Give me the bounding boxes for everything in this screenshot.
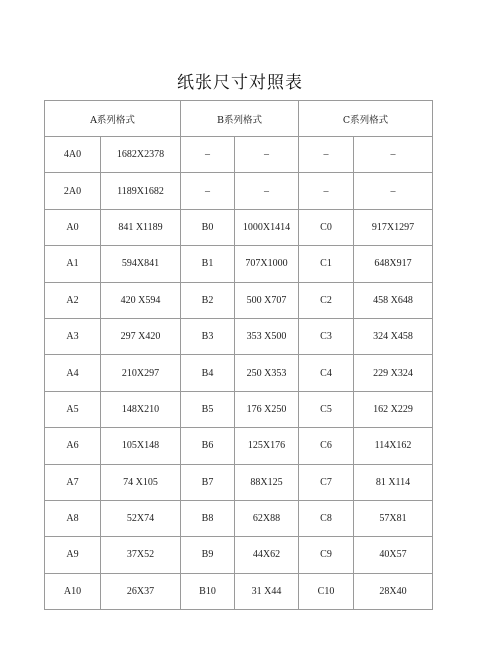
c-series-name-cell: C4 bbox=[299, 355, 354, 391]
b-series-size-cell: 176 X250 bbox=[235, 391, 299, 427]
c-series-name-cell: C6 bbox=[299, 428, 354, 464]
b-series-name-cell: B3 bbox=[181, 318, 235, 354]
b-series-name-cell: B2 bbox=[181, 282, 235, 318]
table-row bbox=[45, 173, 433, 209]
b-series-size-cell: 250 X353 bbox=[235, 355, 299, 391]
b-series-size-cell: – bbox=[235, 173, 299, 209]
b-series-size-cell: 31 X44 bbox=[235, 573, 299, 609]
c-series-size-cell: – bbox=[354, 173, 433, 209]
c-series-size-cell: 57X81 bbox=[354, 500, 433, 536]
table-row bbox=[45, 137, 433, 173]
c-series-size-cell: 114X162 bbox=[354, 428, 433, 464]
c-series-size-cell: 229 X324 bbox=[354, 355, 433, 391]
a-series-size-cell: 105X148 bbox=[101, 428, 181, 464]
a-series-name-cell: A3 bbox=[45, 318, 101, 354]
a-series-size-cell: 37X52 bbox=[101, 537, 181, 573]
a-series-size-cell: 420 X594 bbox=[101, 282, 181, 318]
b-series-name-cell: B0 bbox=[181, 209, 235, 245]
a-series-size-cell: 1682X2378 bbox=[101, 137, 181, 173]
c-series-name-cell: C5 bbox=[299, 391, 354, 427]
b-series-name-cell: B10 bbox=[181, 573, 235, 609]
b-series-name-cell: B6 bbox=[181, 428, 235, 464]
b-series-size-cell: 44X62 bbox=[235, 537, 299, 573]
paper-size-table bbox=[44, 100, 433, 610]
c-series-size-cell: 458 X648 bbox=[354, 282, 433, 318]
b-series-size-cell: 500 X707 bbox=[235, 282, 299, 318]
b-series-name-cell: B4 bbox=[181, 355, 235, 391]
b-series-size-cell: 125X176 bbox=[235, 428, 299, 464]
b-series-name-cell: B8 bbox=[181, 500, 235, 536]
b-series-name-cell: B7 bbox=[181, 464, 235, 500]
a-series-size-cell: 297 X420 bbox=[101, 318, 181, 354]
table-row bbox=[45, 209, 433, 245]
c-series-name-cell: – bbox=[299, 137, 354, 173]
c-series-name-cell: C7 bbox=[299, 464, 354, 500]
header-a-series: A系列格式 bbox=[45, 101, 181, 137]
b-series-size-cell: 88X125 bbox=[235, 464, 299, 500]
a-series-size-cell: 148X210 bbox=[101, 391, 181, 427]
a-series-size-cell: 210X297 bbox=[101, 355, 181, 391]
a-series-name-cell: 4A0 bbox=[45, 137, 101, 173]
c-series-name-cell: – bbox=[299, 173, 354, 209]
a-series-size-cell: 26X37 bbox=[101, 573, 181, 609]
table-row bbox=[45, 318, 433, 354]
a-series-size-cell: 594X841 bbox=[101, 246, 181, 282]
header-b-series: B系列格式 bbox=[181, 101, 299, 137]
a-series-name-cell: A9 bbox=[45, 537, 101, 573]
c-series-size-cell: 28X40 bbox=[354, 573, 433, 609]
a-series-name-cell: A0 bbox=[45, 209, 101, 245]
b-series-name-cell: B5 bbox=[181, 391, 235, 427]
table-row bbox=[45, 282, 433, 318]
a-series-name-cell: A4 bbox=[45, 355, 101, 391]
c-series-size-cell: 81 X114 bbox=[354, 464, 433, 500]
table-row bbox=[45, 537, 433, 573]
table-body bbox=[45, 137, 433, 610]
a-series-name-cell: A6 bbox=[45, 428, 101, 464]
c-series-size-cell: 162 X229 bbox=[354, 391, 433, 427]
b-series-size-cell: 62X88 bbox=[235, 500, 299, 536]
table-row bbox=[45, 464, 433, 500]
b-series-size-cell: 707X1000 bbox=[235, 246, 299, 282]
b-series-name-cell: B9 bbox=[181, 537, 235, 573]
c-series-size-cell: 648X917 bbox=[354, 246, 433, 282]
table-row bbox=[45, 500, 433, 536]
c-series-name-cell: C2 bbox=[299, 282, 354, 318]
b-series-size-cell: 353 X500 bbox=[235, 318, 299, 354]
b-series-name-cell: – bbox=[181, 137, 235, 173]
table-row bbox=[45, 355, 433, 391]
c-series-name-cell: C0 bbox=[299, 209, 354, 245]
a-series-name-cell: A8 bbox=[45, 500, 101, 536]
c-series-name-cell: C8 bbox=[299, 500, 354, 536]
table-header-row bbox=[45, 101, 433, 137]
b-series-size-cell: 1000X1414 bbox=[235, 209, 299, 245]
c-series-size-cell: 917X1297 bbox=[354, 209, 433, 245]
a-series-name-cell: A2 bbox=[45, 282, 101, 318]
a-series-size-cell: 1189X1682 bbox=[101, 173, 181, 209]
table-row bbox=[45, 391, 433, 427]
a-series-size-cell: 52X74 bbox=[101, 500, 181, 536]
b-series-name-cell: B1 bbox=[181, 246, 235, 282]
c-series-name-cell: C3 bbox=[299, 318, 354, 354]
a-series-name-cell: A10 bbox=[45, 573, 101, 609]
header-c-series: C系列格式 bbox=[299, 101, 433, 137]
page-title: 纸张尺寸对照表 bbox=[177, 73, 303, 93]
a-series-size-cell: 841 X1189 bbox=[101, 209, 181, 245]
a-series-name-cell: A1 bbox=[45, 246, 101, 282]
table-row bbox=[45, 246, 433, 282]
a-series-name-cell: A5 bbox=[45, 391, 101, 427]
c-series-name-cell: C1 bbox=[299, 246, 354, 282]
c-series-size-cell: 40X57 bbox=[354, 537, 433, 573]
c-series-name-cell: C9 bbox=[299, 537, 354, 573]
c-series-name-cell: C10 bbox=[299, 573, 354, 609]
b-series-name-cell: – bbox=[181, 173, 235, 209]
table-row bbox=[45, 573, 433, 609]
c-series-size-cell: – bbox=[354, 137, 433, 173]
a-series-name-cell: 2A0 bbox=[45, 173, 101, 209]
a-series-name-cell: A7 bbox=[45, 464, 101, 500]
c-series-size-cell: 324 X458 bbox=[354, 318, 433, 354]
b-series-size-cell: – bbox=[235, 137, 299, 173]
a-series-size-cell: 74 X105 bbox=[101, 464, 181, 500]
table-row bbox=[45, 428, 433, 464]
